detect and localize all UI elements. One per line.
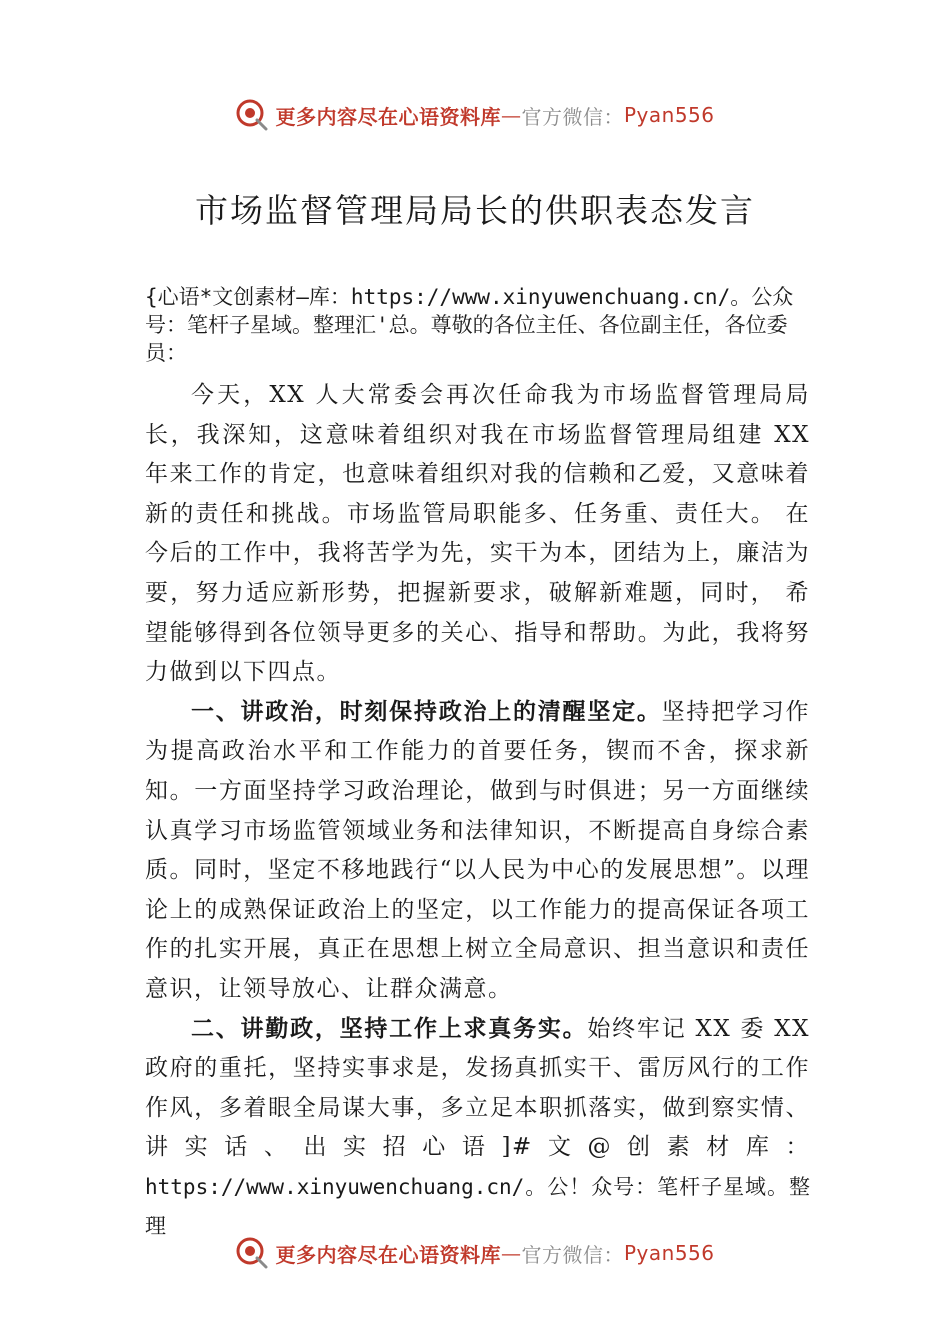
section-1-body: 坚持把学习作为提高政治水平和工作能力的首要任务，锲而不舍，探求新知。一方面坚持学习政治理论，做到与时俱进；另一方面继续认真学习市场监管领域业务和法律知识，不断提高自身综合素质。同时，坚定不移地践行“以人民为中心的发展思想”。以理论上的成熟保证政治上的坚定，以工作能力的提高保证各项工作的扎实开展，真正在思想上树立全局意识、担当意识和责任意识，让领导放心、让群众满意。 <box>145 698 811 1002</box>
banner-separator: — <box>500 103 522 127</box>
document-body <box>145 376 810 1247</box>
footer-separator: — <box>500 1241 522 1265</box>
section-1 <box>145 693 810 1010</box>
pen-logo-icon <box>235 1236 269 1270</box>
section-2-body: 始终牢记 XX 委 XX 政府的重托，坚持实事求是，发扬真抓实干、雷厉风行的工作作风，多着眼全局谋大事，多立足本职抓落实，做到察实情、讲实话、出实招心语]#文@创素材库： <box>145 1015 810 1161</box>
footer-label: 官方微信： <box>521 1242 624 1267</box>
footer-brand: 更多内容尽在心语资料库 <box>275 1242 501 1267</box>
pen-logo-icon <box>235 98 269 132</box>
section-2-tail: https://www.xinyuwenchuang.cn/。公！众号：笔杆子星域。整理 <box>145 1174 810 1239</box>
banner-brand: 更多内容尽在心语资料库 <box>275 104 501 129</box>
banner-handle: Pyan556 <box>623 103 715 127</box>
document-title: 市场监督管理局局长的供职表态发言 <box>195 191 755 230</box>
footer-handle: Pyan556 <box>623 1241 715 1265</box>
intro-text: {心语*文创素材—库：https://www.xinyuwenchuang.cn/。公众号：笔杆子星域。整理汇'总。尊敬的各位主任、各位副主任，各位委员： <box>145 285 794 365</box>
section-1-heading: 一、讲政治，时刻保持政治上的清醒坚定。 <box>191 698 662 725</box>
section-2 <box>145 1010 810 1248</box>
section-2-heading: 二、讲勤政，坚持工作上求真务实。 <box>191 1015 588 1042</box>
header-banner <box>0 95 950 135</box>
footer-banner <box>0 1233 950 1273</box>
banner-label: 官方微信： <box>521 104 624 129</box>
paragraph-opening: 今天，XX 人大常委会再次任命我为市场监督管理局局长，我深知，这意味着组织对我在市场监督管理局组建 XX 年来工作的肯定，也意味着组织对我的信赖和乙爱，又意味着新的责任和挑战。市场监管局职能多、任务重、责任大。 在今后的工作中，我将苦学为先，实干为本，团结为上，廉洁为要，努力适应新形势，把握新要求，破解新难题，同时， 希望能够得到各位领导更多的关心、指导和帮助。为此，我将努力做到以下四点。 <box>145 382 810 686</box>
